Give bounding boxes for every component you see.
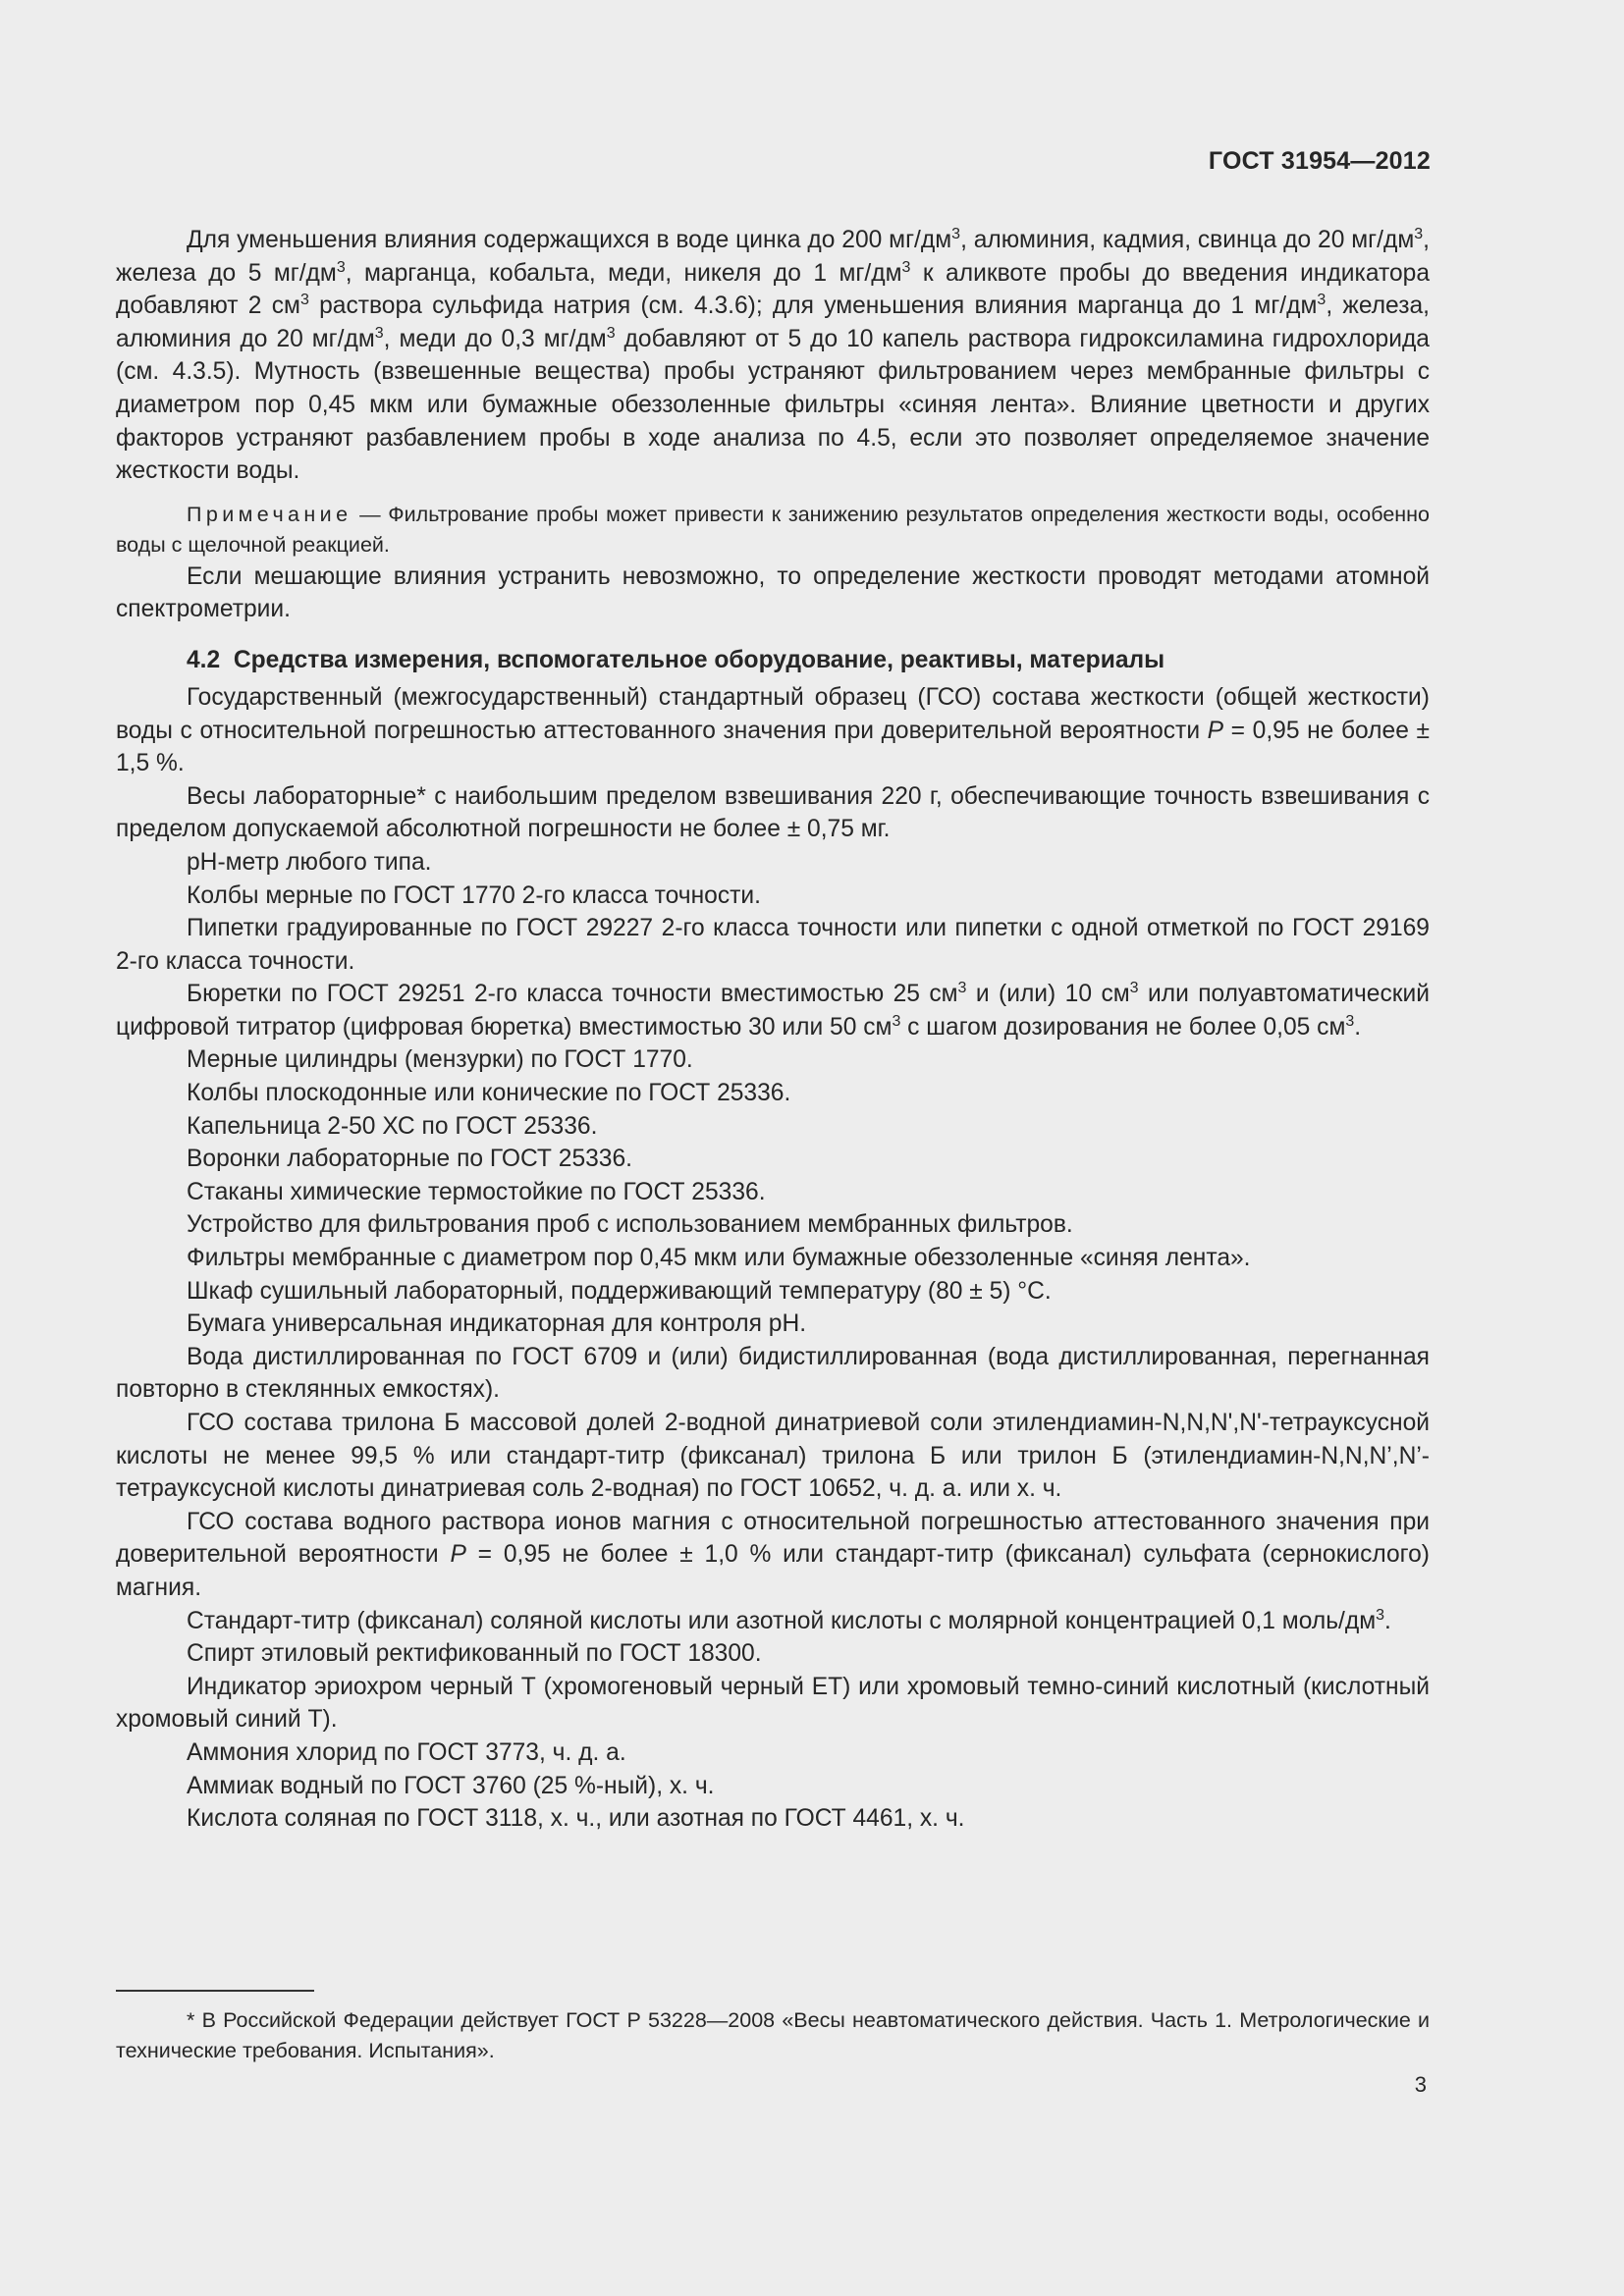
standard-designation: ГОСТ 31954—2012 (1208, 147, 1431, 175)
note-text: — Фильтрование пробы может привести к занижению результатов определения жесткости воды, особенно воды с щелочной реакцией. (116, 502, 1430, 557)
list-item: Фильтры мембранные с диаметром пор 0,45 мкм или бумажные обеззоленные «синяя лента». (187, 1245, 1251, 1272)
list-item: Индикатор эриохром черный Т (хромогеновый черный ЕТ) или хромовый темно-синий кислотный (кислотный хромовый синий Т). (116, 1673, 1430, 1734)
list-item: Стандарт-титр (фиксанал) соляной кислоты или азотной кислоты с молярной концентрацией 0,1 моль/$дм^3$. (187, 1606, 1391, 1634)
list-item: Кислота соляная по ГОСТ 3118, х. ч., или азотная по ГОСТ 4461, х. ч. (187, 1805, 965, 1833)
list-item: Мерные цилиндры (мензурки) по ГОСТ 1770. (187, 1046, 693, 1074)
list-item: Устройство для фильтрования проб с использованием мембранных фильтров. (187, 1211, 1073, 1239)
list-item: pH-метр любого типа. (187, 848, 432, 876)
list-item: Бумага универсальная индикаторная для контроля pH. (187, 1310, 807, 1338)
note-paragraph (116, 500, 1430, 561)
page-body (116, 224, 1430, 1836)
list-item: Воронки лабораторные по ГОСТ 25336. (187, 1146, 632, 1173)
interference-paragraph: Для уменьшения влияния содержащихся в воде цинка до 200 $мг/дм^3$, алюминия, кадмия, свинца до 20 $мг/дм^3$, железа до 5 $мг/дм^3$, марганца, кобальта, меди, никеля до 1 $мг/дм^3$ к аликвоте пробы до введения индикатора добавляют 2 $см^3$ раствора сульфида натрия (см. 4.3.6); для уменьшения влияния марганца до 1 $мг/дм^3$, железа, алюминия до 20 $мг/дм^3$, меди до 0,3 $мг/дм^3$ добавляют от 5 до 10 капель раствора гидроксиламина гидрохлорида (см. 4.3.5). Мутность (взвешенные вещества) пробы устраняют фильтрованием через мембранные фильтры с диаметром пор 0,45 мкм или бумажные обеззоленные фильтры «синяя лента». Влияние цветности и других факторов устраняют разбавлением пробы в ходе анализа по 4.5, если это позволяет определяемое значение жесткости воды. (116, 226, 1430, 485)
list-item: ГСО состава трилона Б массовой долей 2-водной динатриевой соли этилендиамин-N,N,N',N'-тетрауксусной кислоты не менее 99,5 % или стандарт-титр (фиксанал) трилона Б или трилон Б (этилендиамин-N,N,N’,N’-тетрауксусной кислоты динатриевая соль 2-водная) по ГОСТ 10652, ч. д. а. или х. ч. (116, 1410, 1430, 1503)
footnote-rule (116, 1990, 314, 1992)
list-item: Государственный (межгосударственный) стандартный образец (ГСО) состава жесткости (общей жесткости) воды с относительной погрешностью аттестованного значения при доверительной вероятности P = 0,95 не более ± 1,5 %. (116, 683, 1430, 777)
list-item: ГСО состава водного раствора ионов магния с относительной погрешностью аттестованного значения при доверительной вероятности P = 0,95 не более ± 1,0 % или стандарт-титр (фиксанал) сульфата (сернокислого) магния. (116, 1508, 1430, 1601)
footnote (116, 1990, 1430, 2066)
list-item: Аммиак водный по ГОСТ 3760 (25 %-ный), х. ч. (187, 1772, 715, 1799)
list-item: Колбы мерные по ГОСТ 1770 2-го класса точности. (187, 881, 761, 909)
list-item: Шкаф сушильный лабораторный, поддерживающий температуру (80 ± 5) °C. (187, 1277, 1052, 1305)
spectrometry-paragraph: Если мешающие влияния устранить невозможно, то определение жесткости проводят методами атомной спектрометрии. (116, 562, 1430, 623)
list-item: Стаканы химические термостойкие по ГОСТ 25336. (187, 1178, 766, 1205)
note-label: Примечание (187, 502, 352, 526)
section-heading: 4.2 Средства измерения, вспомогательное оборудование, реактивы, материалы (187, 646, 1165, 673)
list-item: Весы лабораторные* с наибольшим пределом взвешивания 220 г, обеспечивающие точность взвешивания с пределом допускаемой абсолютной погрешности не более ± 0,75 мг. (116, 782, 1430, 843)
list-item: Вода дистиллированная по ГОСТ 6709 и (или) бидистиллированная (вода дистиллированная, перегнанная повторно в стеклянных емкостях). (116, 1343, 1430, 1404)
list-item: Спирт этиловый ректификованный по ГОСТ 18300. (187, 1640, 762, 1668)
list-item: Пипетки градуированные по ГОСТ 29227 2-го класса точности или пипетки с одной отметкой по ГОСТ 29169 2-го класса точности. (116, 915, 1430, 975)
list-item: Бюретки по ГОСТ 29251 2-го класса точности вместимостью 25 $см^3$ и (или) 10 $см^3$ или полуавтоматический цифровой титратор (цифровая бюретка) вместимостью 30 или 50 $см^3$ с шагом дозирования не более 0,05 $см^3$. (116, 980, 1430, 1041)
footnote-text: * В Российской Федерации действует ГОСТ Р 53228—2008 «Весы неавтоматического действия. Часть 1. Метрологические и технические требования. Испытания». (116, 2008, 1430, 2062)
list-item: Колбы плоскодонные или конические по ГОСТ 25336. (187, 1080, 791, 1107)
page-number: 3 (1414, 2072, 1427, 2097)
list-item: Аммония хлорид по ГОСТ 3773, ч. д. а. (187, 1738, 626, 1766)
list-item: Капельница 2-50 ХС по ГОСТ 25336. (187, 1112, 598, 1140)
